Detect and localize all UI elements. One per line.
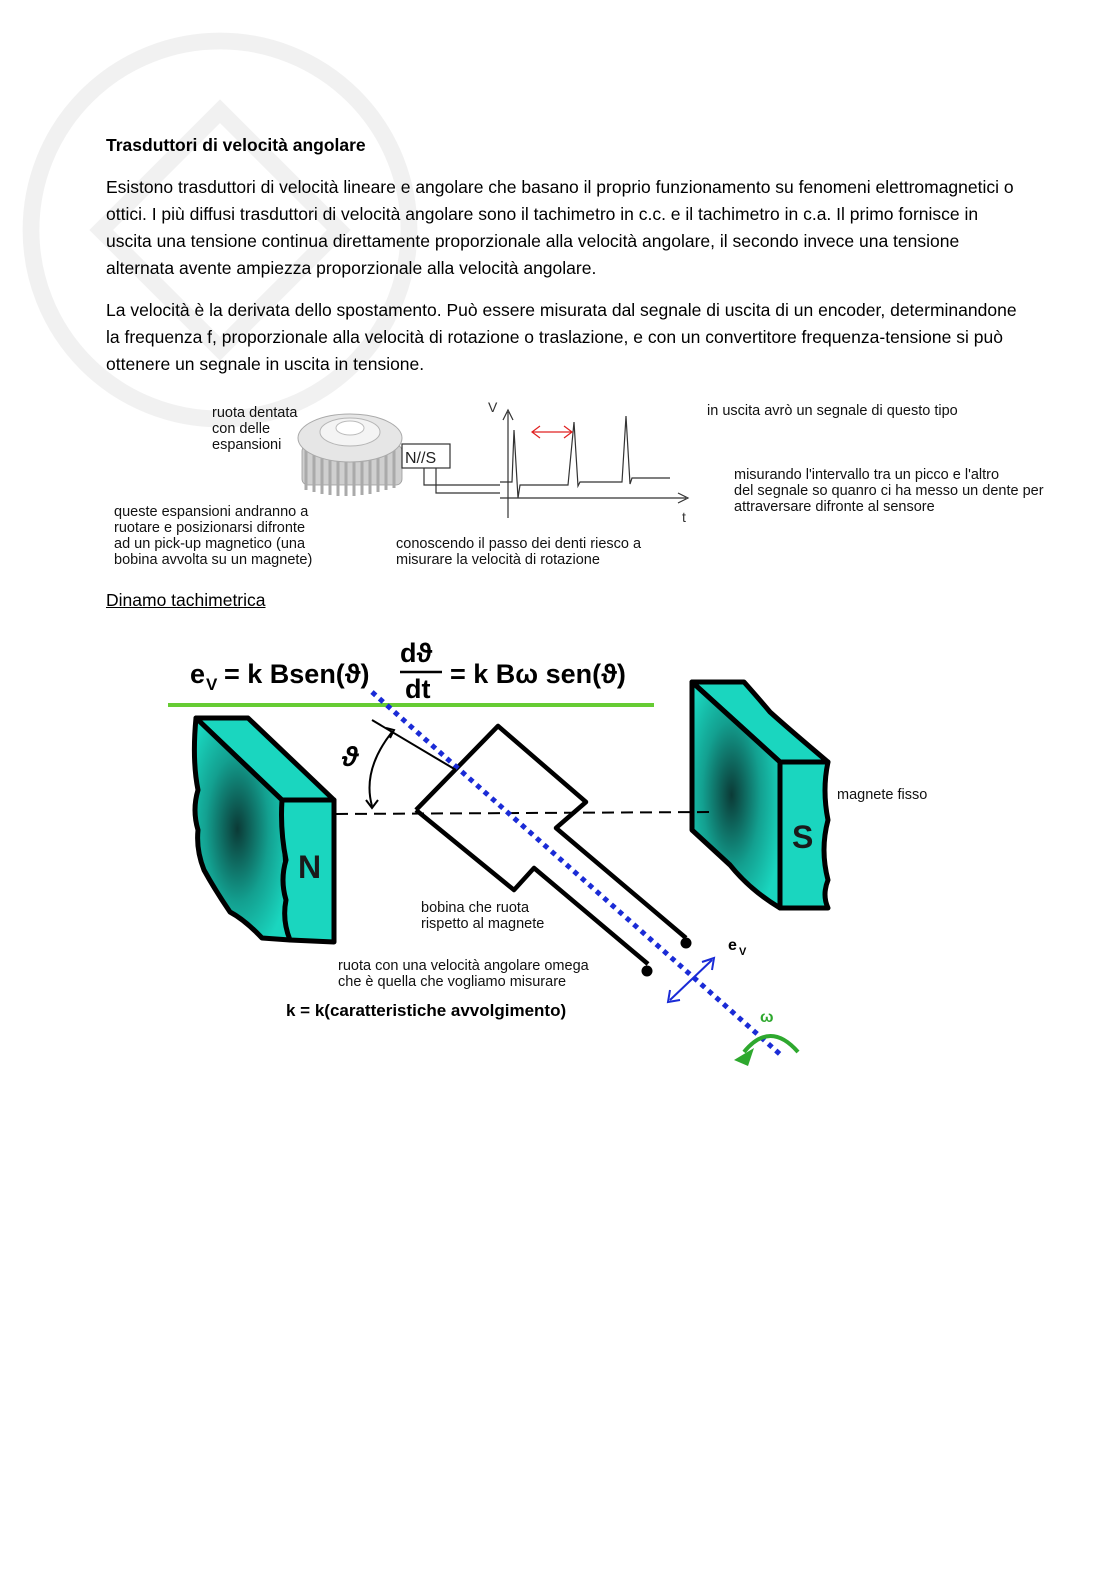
ev-arrow	[668, 958, 714, 1002]
label-coil: bobina che ruota rispetto al magnete	[421, 900, 545, 932]
signal-axes	[500, 410, 688, 518]
label-interval: misurando l'intervallo tra un picco e l'altro del segnale so quanro ci ha messo un dente per attraversare difronte al sensore	[734, 467, 1044, 515]
paragraph-intro: Esistono trasduttori di velocità lineare e angolare che basano il proprio funzionamento su fenomeni elettromagnetici o ottici. I più diffusi trasduttori di velocità angolare sono il tachimetro in c.c. e il tachimetro in c.a. Il primo fornisce in uscita una tensione continua direttamente proporzionale alla velocità angolare, il secondo invece una tensione alternata avente ampiezza proporzionale alla velocità angolare.	[106, 177, 1014, 278]
ev-label-subscript: V	[739, 946, 747, 958]
terminal-2	[642, 966, 653, 977]
axis-t-label: t	[682, 509, 686, 525]
terminal-1	[681, 938, 692, 949]
page-heading: Trasduttori di velocità angolare	[106, 135, 366, 155]
magnet-s-label: S	[792, 819, 814, 855]
omega-symbol: ω	[760, 1009, 774, 1026]
formula-fraction-denominator: dt	[405, 674, 431, 704]
k-definition: k = k(caratteristiche avvolgimento)	[286, 1001, 567, 1020]
paragraph-encoder: La velocità è la derivata dello spostamento. Può essere misurata dal segnale di uscita di un encoder, determinandone la frequenza f, proporzionale alla velocità di rotazione o traslazione, e con un convertitore frequenza-tensione si può ottenere un segnale in uscita in tensione.	[106, 300, 1017, 374]
magnet-north	[194, 718, 334, 942]
section-title: Dinamo tachimetrica	[106, 590, 266, 610]
field-axis	[336, 812, 712, 814]
ev-label: e	[728, 937, 737, 954]
label-expansions: queste espansioni andranno a ruotare e posizionarsi difronte ad un pick-up magnetico (una bobina avvolta su un magnete)	[114, 504, 313, 568]
formula	[190, 638, 626, 704]
pickup-sensor	[402, 444, 500, 493]
pulse-signal	[500, 416, 670, 498]
gear-signal-diagram	[290, 390, 700, 530]
formula-rhs: = k Bω sen(ϑ)	[450, 659, 626, 689]
omega-rotation-icon	[734, 1036, 798, 1066]
axis-v-label: V	[488, 399, 498, 415]
formula-fraction-numerator: dϑ	[400, 638, 433, 668]
label-pitch: conoscendo il passo dei denti riesco a misurare la velocità di rotazione	[396, 536, 642, 568]
magnet-n-label: N	[298, 849, 322, 885]
label-fixed-magnet: magnete fisso	[837, 787, 928, 803]
theta-arc	[370, 732, 393, 806]
magnet-south	[692, 682, 828, 908]
formula-lhs-subscript: V	[206, 675, 218, 694]
interval-marker	[532, 426, 572, 438]
formula-mid: = k Bsen(ϑ)	[224, 659, 370, 689]
label-rotation: ruota con una velocità angolare omega che è quella che vogliamo misurare	[338, 958, 589, 990]
sensor-label: N//S	[405, 450, 437, 467]
label-gear: ruota dentata con delle espansioni	[212, 405, 298, 453]
dynamo-diagram	[0, 620, 1116, 1080]
label-output: in uscita avrò un segnale di questo tipo	[707, 403, 958, 419]
theta-symbol: ϑ	[342, 741, 359, 772]
gear-icon	[298, 414, 402, 496]
formula-lhs: e	[190, 659, 206, 689]
